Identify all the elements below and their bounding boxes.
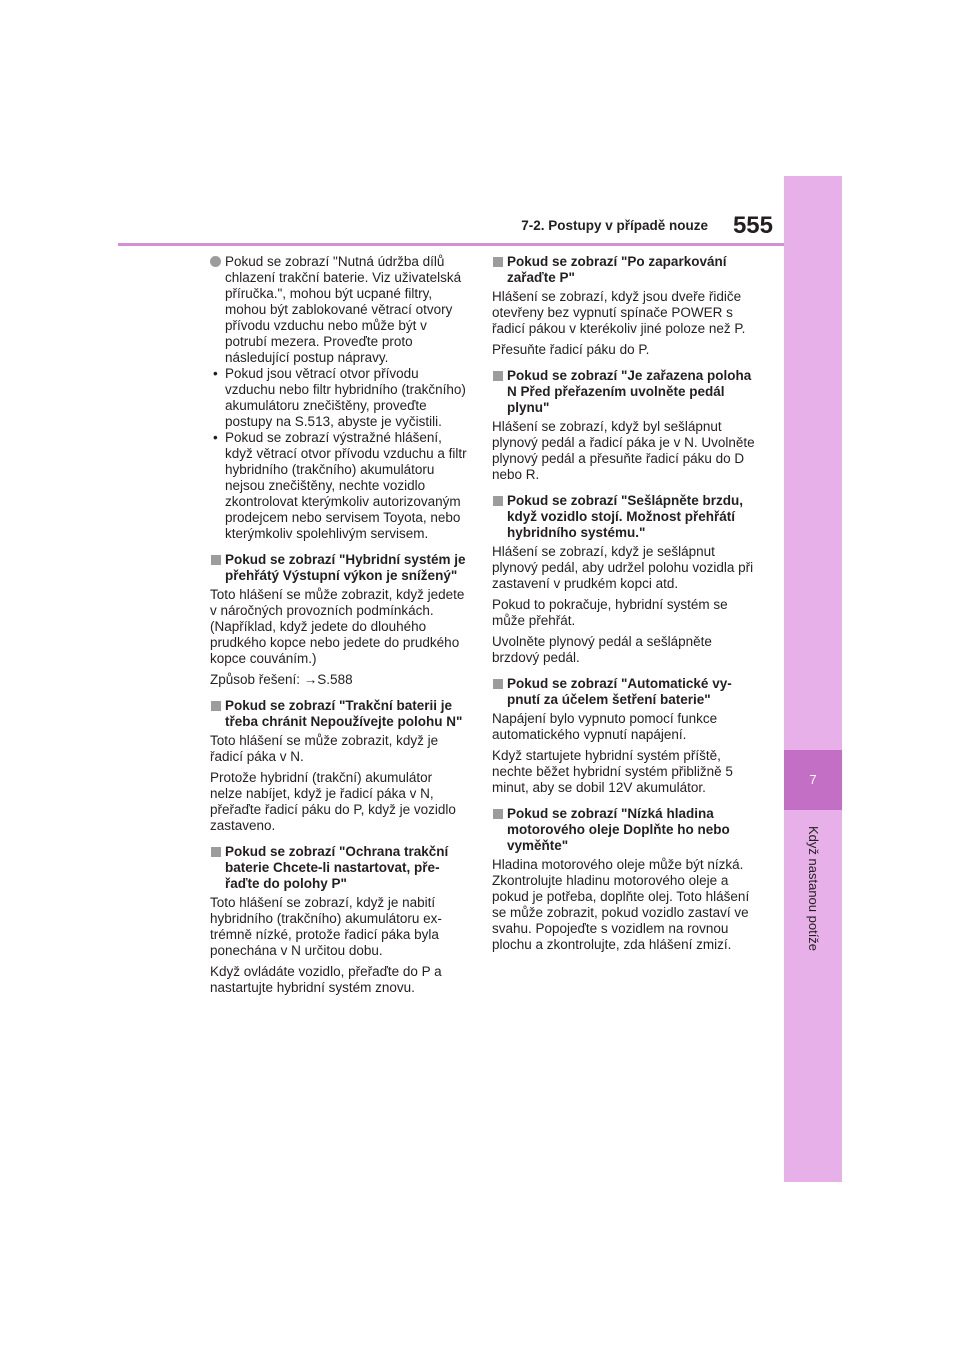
square-bullet-icon: [211, 555, 221, 565]
paragraph: Způsob řešení: →S.588: [210, 672, 353, 687]
paragraph: Toto hlášení se zobrazí, když je nabití hybridního (trakčního) akumulátoru extrémně nízké, protože řadicí páka byla ponechána v N určitou dobu.: [210, 895, 442, 958]
paragraph: Toto hlášení se může zobrazit, když je řadicí páka v N.: [210, 733, 439, 764]
right-column: [492, 254, 756, 953]
square-bullet-icon: [493, 809, 503, 819]
paragraph: Když ovládáte vozidlo, přeřaďte do P a nastartujte hybridní systém znovu.: [210, 964, 442, 995]
paragraph: Hladina motorového oleje může být nízká. Zkontrolujte hladinu motorového oleje a pokud je potřeba, doplňte olej. Toto hlášení se může zobrazit, pokud vozidlo zastaví ve svahu. Popojeďte s vozidlem na rovnou plochu a zkontrolujte, zda hlášení zmizí.: [492, 857, 750, 952]
paragraph: Přesuňte řadicí páku do P.: [492, 342, 650, 357]
sub-item: [210, 366, 468, 430]
square-bullet-icon: [493, 257, 503, 267]
paragraph: Hlášení se zobrazí, když byl sešlápnut plynový pedál a řadicí páka je v N. Uvolněte plynový pedál a přesuňte řadicí páku do D nebo R.: [492, 419, 755, 482]
section-heading: Pokud se zobrazí "Trakční baterii je třeba chránit Nepoužívejte polohu N": [210, 698, 468, 730]
square-bullet-icon: [211, 701, 221, 711]
paragraph: Hlášení se zobrazí, když je sešlápnut plynový pedál, aby udržel polohu vozidla při zastavení v prudkém kopci atd.: [492, 544, 754, 591]
chapter-side-tab: [784, 176, 842, 1182]
paragraph: Hlášení se zobrazí, když jsou dveře řidiče otevřeny bez vypnutí spínače POWER s řadicí pákou v kterékoliv jiné poloze než P.: [492, 289, 746, 336]
intro-bullet: [210, 254, 468, 366]
sub-item-text: Pokud jsou větrací otvor přívodu vzduchu nebo filtr hybridního (trakčního) akumulátoru znečištěny, proveďte postupy na S.513, abyste je vyčistili.: [225, 366, 466, 429]
left-column: [210, 254, 468, 996]
chapter-number: 7: [784, 750, 842, 810]
paragraph: Pokud to pokračuje, hybridní systém se může přehřát.: [492, 597, 728, 628]
paragraph: Když startujete hybridní systém příště, nechte běžet hybridní systém přibližně 5 minut, aby se dobil 12V akumulátor.: [492, 748, 733, 795]
section-title: 7-2. Postupy v případě nouze: [521, 218, 708, 233]
section-heading: Pokud se zobrazí "Sešlápněte brzdu, když vozidlo stojí. Možnost přehřátí hybridního systému.": [492, 493, 756, 541]
section-heading: Pokud se zobrazí "Hybridní systém je přehřátý Výstupní výkon je snížený": [210, 552, 468, 584]
section-heading: Pokud se zobrazí "Ochrana trakční baterie Chcete-li nastartovat, přeřaďte do polohy P": [210, 844, 468, 892]
sub-item-text: Pokud se zobrazí výstražné hlášení, když větrací otvor přívodu vzduchu a filtr hybridního (trakčního) akumulátoru nejsou znečištěny, nechte vozidlo zkontrolovat kterýmkoliv autorizovaným prodejcem nebo servisem Toyota, nebo kterýmkoliv spolehlivým servisem.: [225, 430, 467, 541]
small-bullet-icon: •: [213, 430, 218, 445]
section-heading: Pokud se zobrazí "Automatické vypnutí za účelem šetření baterie": [492, 676, 756, 708]
paragraph: Napájení bylo vypnuto pomocí funkce automatického vypnutí napájení.: [492, 711, 718, 742]
square-bullet-icon: [493, 679, 503, 689]
intro-bullet-text: Pokud se zobrazí "Nutná údržba dílů chlazení trakční baterie. Viz uživatelská příručka.", mohou být ucpané filtry, mohou být zablokované větrací otvory přívodu vzduchu nebo může být v potrubí mezera. Proveďte proto následující postup nápravy.: [225, 254, 462, 365]
square-bullet-icon: [493, 496, 503, 506]
header-rule: [118, 243, 784, 246]
square-bullet-icon: [211, 847, 221, 857]
page-number: 555: [732, 212, 773, 239]
chapter-label: Když nastanou potíže: [806, 826, 821, 952]
section-heading: Pokud se zobrazí "Po zaparkování zařaďte P": [492, 254, 756, 286]
paragraph: Protože hybridní (trakční) akumulátor nelze nabíjet, když je řadicí páka v N, přeřaďte řadicí páku do P, když je vozidlo zastaveno.: [210, 770, 456, 833]
sub-item: [210, 430, 468, 542]
small-bullet-icon: •: [213, 366, 218, 381]
section-heading: Pokud se zobrazí "Nízká hladina motorového oleje Doplňte ho nebo vyměňte": [492, 806, 756, 854]
section-heading: Pokud se zobrazí "Je zařazena poloha N Před přeřazením uvolněte pedál plynu": [492, 368, 756, 416]
square-bullet-icon: [493, 371, 503, 381]
circle-bullet-icon: [210, 256, 221, 267]
paragraph: Toto hlášení se může zobrazit, když jedete v náročných provozních podmínkách. (Například, když jedete do dlouhého prudkého kopce nebo jedete do prudkého kopce couváním.): [210, 587, 465, 666]
paragraph: Uvolněte plynový pedál a sešlápněte brzdový pedál.: [492, 634, 712, 665]
